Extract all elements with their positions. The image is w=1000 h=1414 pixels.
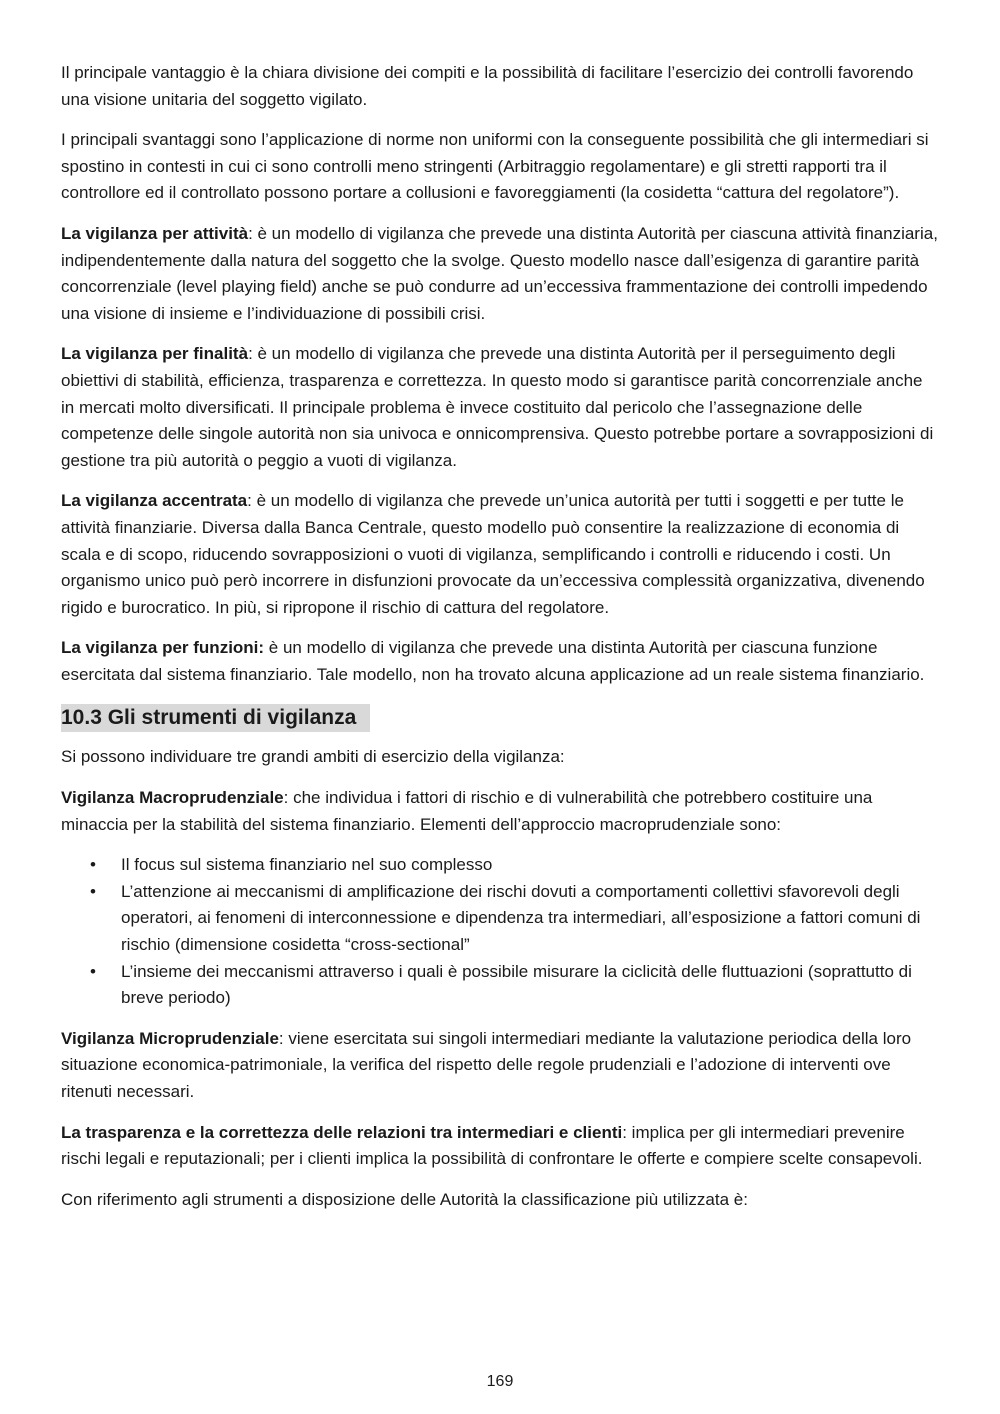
bullet-list [61, 852, 939, 1012]
paragraph-text: : implica per gli intermediari prevenire rischi legali e reputazionali; per i clienti implica la possibilità di confrontare le offerte e compiere scelte consapevoli. [61, 1122, 923, 1169]
paragraph-vigilanza-per-finalita [61, 341, 939, 474]
paragraph-disadvantages [61, 127, 939, 207]
paragraph-text: Si possono individuare tre grandi ambiti di esercizio della vigilanza: [61, 747, 565, 767]
paragraph-vigilanza-accentrata [61, 488, 939, 621]
paragraph-text: : è un modello di vigilanza che prevede una distinta Autorità per il perseguimento degli obiettivi di stabilità, efficienza, trasparenza e correttezza. In questo modo si garantisce parità concorrenziale anche in mercati molto diversificati. Il principale problema è invece costituito dal pericolo che l’assegnazione delle competenze delle singole autorità non sia univoca e onnicomprensiva. Questo potrebbe portare a sovrapposizioni di gestione tra più autorità o peggio a vuoti di vigilanza. [61, 344, 934, 470]
term-label: Vigilanza Macroprudenziale [61, 788, 284, 808]
paragraph-text: Il principale vantaggio è la chiara divisione dei compiti e la possibilità di facilitare l’esercizio dei controlli favorendo una visione unitaria del soggetto vigilato. [61, 63, 914, 109]
list-item [90, 959, 939, 1012]
list-item-text: Il focus sul sistema finanziario nel suo complesso [121, 855, 493, 875]
term-label: La vigilanza accentrata [61, 491, 248, 511]
paragraph-advantage [61, 60, 939, 113]
paragraph-trasparenza [61, 1120, 939, 1173]
list-item [90, 879, 939, 959]
term-label: La vigilanza per finalità [61, 344, 249, 364]
term-label: La vigilanza per attività [61, 223, 249, 243]
paragraph-text: I principali svantaggi sono l’applicazione di norme non uniformi con la conseguente possibilità che gli intermediari si spostino in contesti in cui ci sono controlli meno stringenti (Arbitraggio regolamentare) e gli stretti rapporti tra il controllore ed il controllato possono portare a collusioni e favoreggiamenti (la cosidetta “cattura del regolatore”). [61, 130, 929, 203]
list-item-text: L’insieme dei meccanismi attraverso i quali è possibile misurare la ciclicità delle fluttuazioni (soprattutto di breve periodo) [121, 961, 912, 1008]
section-heading: 10.3 Gli strumenti di vigilanza [61, 704, 370, 732]
paragraph-text: Con riferimento agli strumenti a disposizione delle Autorità la classificazione più utilizzata è: [61, 1189, 748, 1209]
paragraph-text: : che individua i fattori di rischio e di vulnerabilità che potrebbero costituire una minaccia per la stabilità del sistema finanziario. Elementi dell’approccio macroprudenziale sono: [61, 788, 873, 834]
paragraph-text: : è un modello di vigilanza che prevede una distinta Autorità per ciascuna attività finanziaria, indipendentemente dalla natura del soggetto che la svolge. Questo modello nasce dall’esigenza di garantire parità concorrenziale (level playing field) anche se può condurre ad un’eccessiva frammentazione dei controlli impedendo una visione di insieme e l’individuazione di possibili crisi. [61, 223, 938, 323]
paragraph-text: : viene esercitata sui singoli intermediari mediante la valutazione periodica della loro situazione economica-patrimoniale, la verifica del rispetto delle regole prudenziali e l’adozione di interventi ove ritenuti necessari. [61, 1028, 912, 1101]
list-item-text: L’attenzione ai meccanismi di amplificazione dei rischi dovuti a comportamenti collettivi sfavorevoli degli operatori, ai fenomeni di interconnessione e dipendenza tra intermediari, all’esposizione a fattori comuni di rischio (dimensione cosidetta “cross-sectional” [121, 881, 921, 955]
term-label: Vigilanza Microprudenziale [61, 1028, 279, 1048]
paragraph-text: è un modello di vigilanza che prevede una distinta Autorità per ciascuna funzione esercitata dal sistema finanziario. Tale modello, non ha trovato alcuna applicazione ad un reale sistema finanziario. [61, 638, 925, 684]
document-page [61, 60, 939, 1227]
paragraph-microprudenziale [61, 1026, 939, 1106]
paragraph-text: : è un modello di vigilanza che prevede un’unica autorità per tutti i soggetti e per tutte le attività finanziarie. Diversa dalla Banca Centrale, questo modello può consentire la realizzazione di economia di scala e di scopo, riducendo sovrapposizioni o vuoti di vigilanza, semplificando i controlli e riducendo i costi. Un organismo unico può però incorrere in disfunzioni provocate da un’eccessiva complessità organizzativa, divenendo rigido e burocratico. In più, si ripropone il rischio di cattura del regolatore. [61, 491, 925, 617]
list-item [90, 852, 939, 879]
bullet-icon: • [90, 961, 96, 981]
section-intro [61, 744, 939, 771]
paragraph-closing [61, 1187, 939, 1214]
bullet-icon: • [90, 881, 96, 901]
page-number: 169 [486, 1373, 514, 1390]
bullet-icon: • [90, 855, 96, 875]
term-label: La vigilanza per funzioni: [61, 638, 265, 658]
term-label: La trasparenza e la correttezza delle relazioni tra intermediari e clienti [61, 1122, 623, 1142]
paragraph-vigilanza-per-attivita [61, 221, 939, 327]
paragraph-vigilanza-per-funzioni [61, 635, 939, 688]
paragraph-macroprudenziale [61, 785, 939, 838]
